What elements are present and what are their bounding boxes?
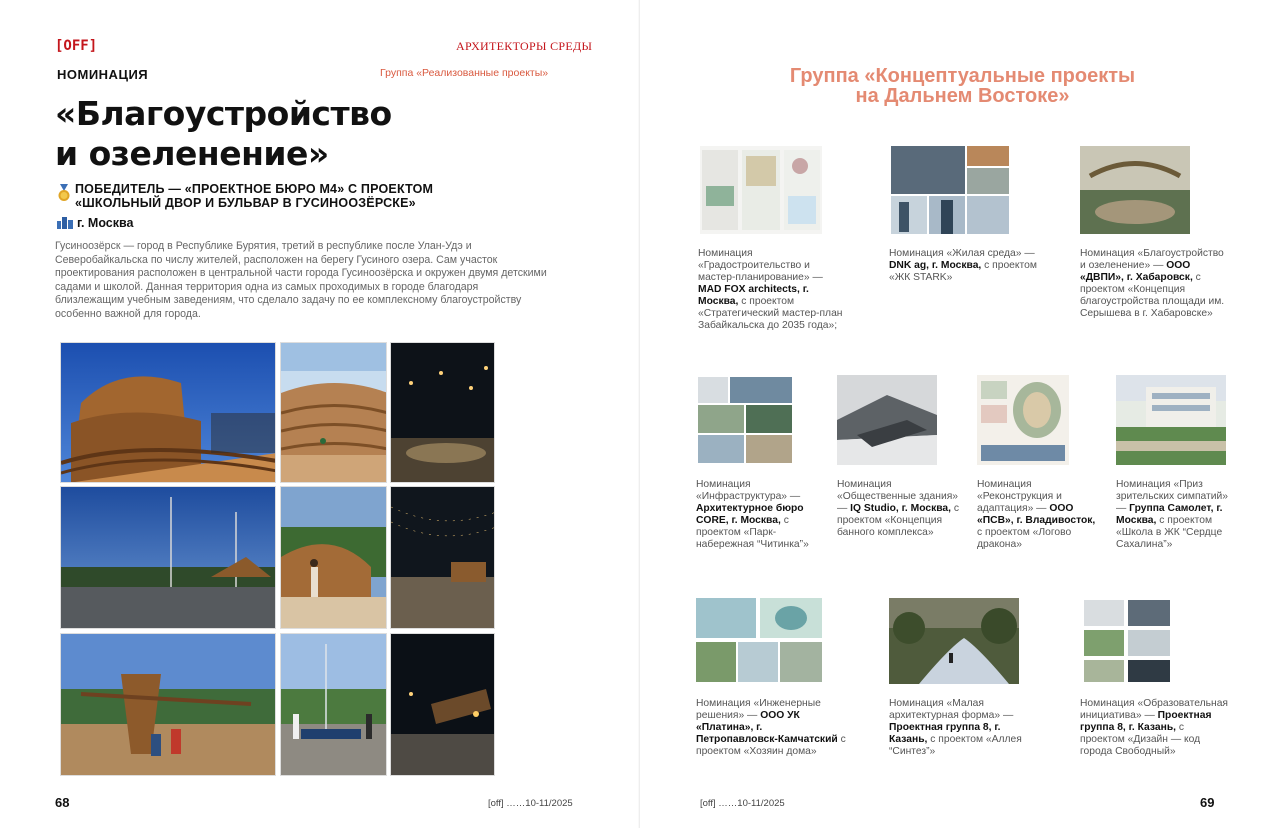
title-line-1: «Благоустройство (55, 94, 392, 133)
photo-night-pavilion (390, 633, 495, 776)
card-caption (837, 479, 962, 539)
photo-children-playground (60, 633, 276, 776)
caption-author: Проектная группа 8, г. Казань, (1080, 710, 1212, 733)
caption-project: с проектом «Парк-набережная “Читинка”» (696, 515, 809, 550)
card-caption (1080, 248, 1230, 320)
card-caption (1080, 698, 1230, 758)
photo-walkers-evening (280, 486, 387, 629)
issue-label-right: [off] ……10-11/2025 (700, 798, 785, 809)
medal-icon (57, 184, 71, 202)
winner-block (57, 182, 617, 210)
caption-project: с проектом «Логово дракона» (977, 527, 1072, 550)
nomination-card (977, 375, 1102, 551)
project-thumbnail (1080, 146, 1190, 234)
caption-author: Архитектурное бюро CORE, г. Москва, (696, 503, 804, 526)
caption-nomination: Номинация «Жилая среда» — (889, 248, 1035, 259)
page-title (55, 94, 615, 174)
caption-project: с проектом «Концепция банного комплекса» (837, 503, 960, 538)
caption-nomination: Номинация «Общественные здания» — (837, 479, 958, 514)
nomination-card (1116, 375, 1241, 551)
caption-project: с проектом «Аллея “Синтез”» (889, 734, 1022, 757)
city-name: г. Москва (77, 216, 134, 230)
running-head: АРХИТЕКТОРЫ СРЕДЫ (456, 39, 593, 53)
nomination-card (1080, 598, 1230, 758)
caption-author: MAD FOX architects, г. Москва, (698, 284, 809, 307)
project-thumbnail (889, 146, 1011, 234)
caption-nomination: Номинация «Благоустройство и озеленение» — (1080, 248, 1224, 271)
group-title (740, 66, 1185, 106)
caption-project: с проектом «Хозяин дома» (696, 734, 846, 757)
nomination-card (696, 598, 846, 758)
page-number: 68 (55, 795, 70, 810)
caption-nomination: Номинация «Градостроительство и мастер-планирование» — (698, 248, 823, 283)
magazine-logo: [OFF] (55, 38, 98, 54)
project-thumbnail (977, 375, 1069, 465)
caption-nomination: Номинация «Образовательная инициатива» — (1080, 698, 1228, 721)
project-thumbnail (837, 375, 937, 465)
group-tag: Группа «Реализованные проекты» (380, 67, 549, 79)
caption-nomination: Номинация «Реконструкция и адаптация» — (977, 479, 1062, 514)
city-line (57, 216, 133, 230)
card-caption (889, 698, 1039, 758)
winner-line-2: «ШКОЛЬНЫЙ ДВОР И БУЛЬВАР В ГУСИНООЗЁРСКЕ» (75, 196, 416, 210)
project-thumbnail (1116, 375, 1226, 465)
lead-paragraph: Гусиноозёрск — город в Республике Бурятия, третий в республике после Улан-Удэ и Северобайкальска по числу жителей, расположен на берегу Гусиного озера. Сам участок проектирования расположен в центральной части города Гусиноозёрска и окружен двумя детскими садами и школой. Данная территория одна из самых проходимых в городе благодаря близлежащим учебным заведениям, что сделало задачу по ее комплексному благоустройству особенно важной для города. (55, 240, 547, 320)
caption-project: с проектом «Концепция благоустройства площади им. Серышева в г. Хабаровске» (1080, 272, 1225, 319)
caption-author: Группа Самолет, г. Москва, (1116, 503, 1223, 526)
winner-line-1: ПОБЕДИТЕЛЬ — «ПРОЕКТНОЕ БЮРО М4» С ПРОЕКТОМ (75, 182, 434, 196)
caption-author: ООО УК «Платина», г. Петропавловск-Камчатский (696, 710, 838, 745)
caption-nomination: Номинация «Малая архитектурная форма» — (889, 698, 1014, 721)
project-thumbnail (696, 375, 794, 465)
card-caption (889, 248, 1039, 284)
caption-author: Проектная группа 8, г. Казань, (889, 722, 1001, 745)
photo-table-tennis (280, 633, 387, 776)
card-caption (698, 248, 848, 332)
section-kicker: НОМИНАЦИЯ (57, 67, 149, 82)
caption-project: с проектом «Стратегический мастер-план Забайкальска до 2035 года»; (698, 296, 843, 331)
caption-nomination: Номинация «Инженерные решения» — (696, 698, 821, 721)
group-title-line-1: Группа «Концептуальные проекты (789, 65, 1136, 87)
project-thumbnail (1080, 598, 1174, 684)
photo-wooden-pavilion (60, 342, 276, 483)
nomination-card (889, 598, 1039, 758)
caption-author: ООО «ДВПИ», г. Хабаровск, (1080, 260, 1193, 283)
photo-amphitheater (280, 342, 387, 483)
project-thumbnail (700, 146, 822, 234)
caption-nomination: Номинация «Приз зрительских симпатий» — (1116, 479, 1228, 514)
caption-author: IQ Studio, г. Москва, (850, 503, 952, 514)
card-caption (696, 479, 826, 551)
card-caption (977, 479, 1102, 551)
nomination-card (889, 146, 1039, 284)
nomination-card (698, 146, 848, 332)
photo-playground-dusk (60, 486, 276, 629)
issue-label: [off] ……10-11/2025 (488, 798, 573, 809)
project-thumbnail (889, 598, 1019, 684)
card-caption (1116, 479, 1241, 551)
caption-project: с проектом «Школа в ЖК “Сердце Сахалина”» (1116, 515, 1223, 550)
nomination-card (837, 375, 962, 539)
title-line-2: и озеленение» (55, 134, 329, 173)
photo-night-lights (390, 486, 495, 629)
photo-night-square (390, 342, 495, 483)
caption-project: с проектом «Дизайн — код города Свободный» (1080, 722, 1201, 757)
page-number-right: 69 (1200, 795, 1215, 810)
city-buildings-icon (57, 217, 73, 229)
nomination-card (1080, 146, 1230, 320)
caption-nomination: Номинация «Инфраструктура» — (696, 479, 801, 502)
caption-author: ООО «ПСВ», г. Владивосток, (977, 503, 1096, 526)
group-title-line-2: на Дальнем Востоке» (855, 85, 1070, 107)
caption-author: DNK ag, г. Москва, (889, 260, 982, 271)
caption-project: с проектом «ЖК STARK» (889, 260, 1037, 283)
project-thumbnail (696, 598, 822, 684)
card-caption (696, 698, 846, 758)
nomination-card (696, 375, 826, 551)
